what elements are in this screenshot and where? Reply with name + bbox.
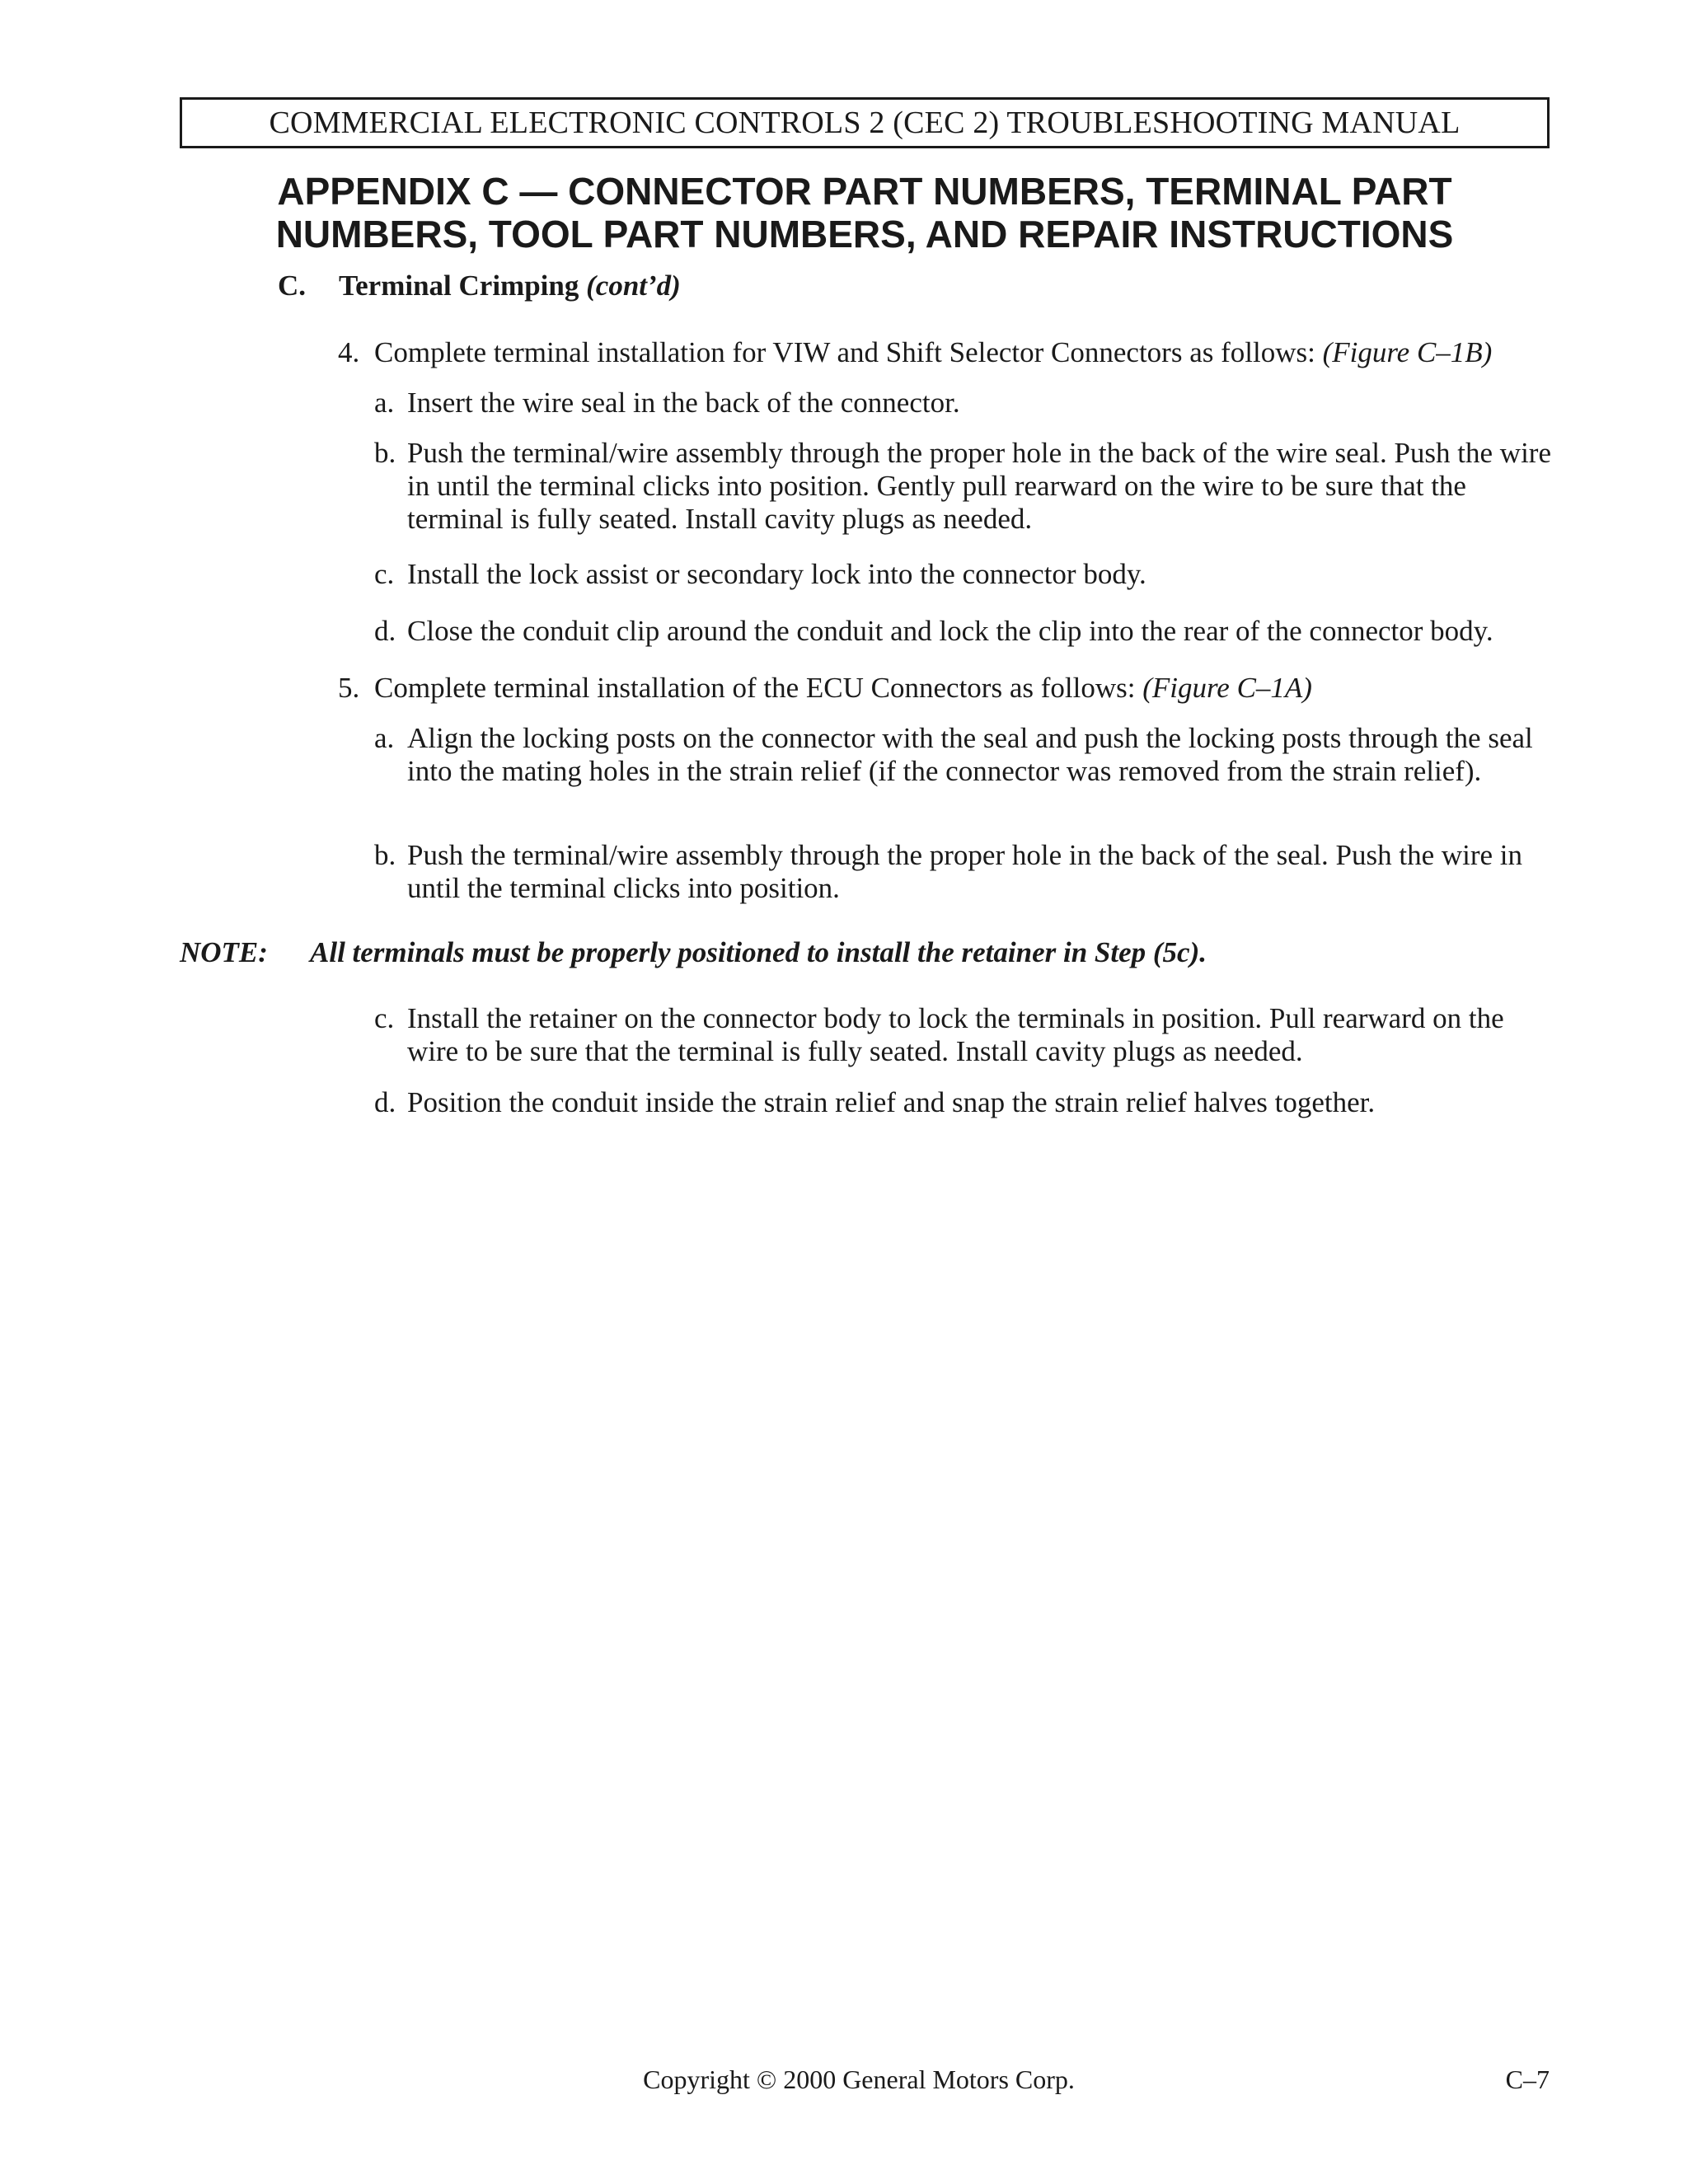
section-heading [278,269,681,302]
sub-letter: c. [374,558,395,590]
appendix-title [180,170,1550,255]
step-number: 4. [338,336,360,368]
sub-text: Push the terminal/wire assembly through the proper hole in the back of the seal. Push the wire in until the terminal clicks into position. [407,839,1523,904]
footer-copyright: Copyright © 2000 General Motors Corp. [643,2064,1075,2094]
step-5c [374,1002,1553,1068]
step-text: Complete terminal installation for VIW and Shift Selector Connectors as follows: [374,336,1315,368]
sub-text: Position the conduit inside the strain relief and snap the strain relief halves together. [407,1086,1376,1118]
section-letter: C. [278,269,307,302]
section-contd: (cont’d) [586,269,681,302]
step-5d [374,1086,1553,1119]
figure-reference: (Figure C–1B) [1322,336,1493,368]
step-4 [338,336,1492,369]
sub-text: Install the retainer on the connector body to lock the terminals in position. Pull rearward on the wire to be sure that the terminal is fully seated. Install cavity plugs as needed. [407,1002,1504,1067]
sub-letter: b. [374,839,396,871]
sub-text: Align the locking posts on the connector with the seal and push the locking posts through the seal into the mating holes in the strain relief (if the connector was removed from the strain relief). [407,722,1533,787]
step-5 [338,672,1312,705]
step-4a [374,387,1553,419]
note-text: All terminals must be properly positioned to install the retainer in Step (5c). [310,936,1207,968]
appendix-title-line-1: APPENDIX C — CONNECTOR PART NUMBERS, TERMINAL PART [277,170,1452,213]
sub-letter: d. [374,1086,396,1118]
sub-letter: a. [374,387,395,419]
sub-text: Insert the wire seal in the back of the connector. [407,387,960,419]
step-5b [374,839,1553,905]
manual-header [180,97,1550,148]
sub-letter: c. [374,1002,395,1034]
sub-letter: d. [374,615,396,647]
sub-text: Push the terminal/wire assembly through the proper hole in the back of the wire seal. Push the wire in until the terminal clicks into position. Gently pull rearward on the wire to be sure that the terminal is fully seated. Install cavity plugs as needed. [407,437,1551,535]
section-title: Terminal Crimping [339,269,579,302]
sub-text: Install the lock assist or secondary lock into the connector body. [407,558,1146,590]
sub-letter: b. [374,437,396,469]
figure-reference: (Figure C–1A) [1142,672,1312,704]
step-4c [374,558,1553,591]
step-number: 5. [338,672,360,704]
step-text: Complete terminal installation of the ECU Connectors as follows: [374,672,1136,704]
appendix-title-line-2: NUMBERS, TOOL PART NUMBERS, AND REPAIR INSTRUCTIONS [275,213,1454,255]
step-4d [374,615,1553,648]
note [180,936,1207,969]
step-5a [374,722,1553,788]
note-label: NOTE: [180,936,268,968]
page-number: C–7 [1505,2064,1550,2094]
manual-title: COMMERCIAL ELECTRONIC CONTROLS 2 (CEC 2) TROUBLESHOOTING MANUAL [269,105,1461,140]
sub-text: Close the conduit clip around the conduit and lock the clip into the rear of the connector body. [407,615,1493,647]
step-4b [374,437,1553,536]
sub-letter: a. [374,722,395,754]
